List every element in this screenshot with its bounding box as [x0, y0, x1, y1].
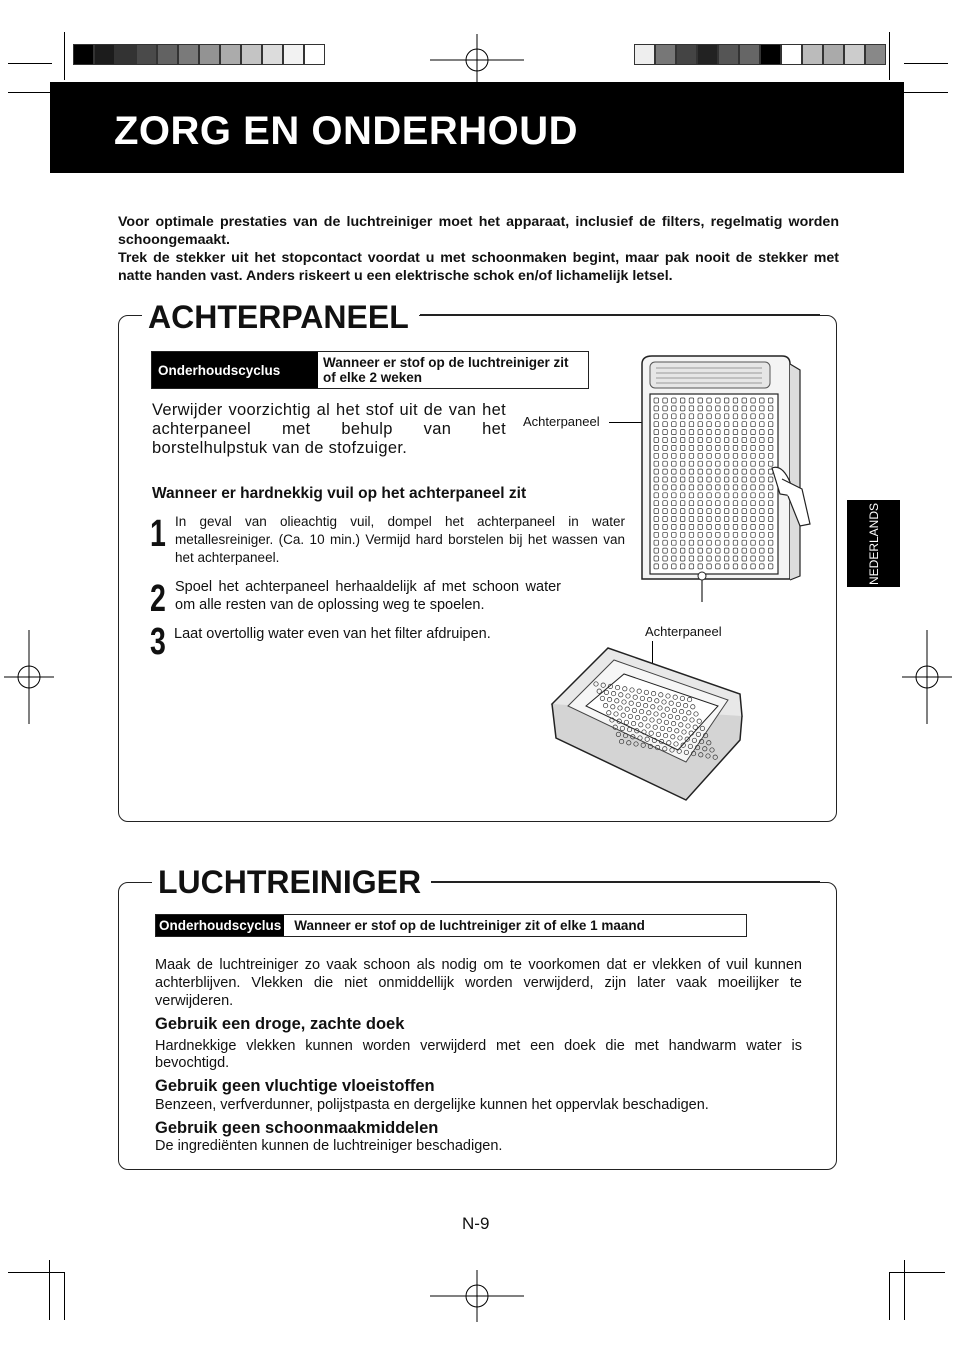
item-heading-2: Gebruik geen vluchtige vloeistoffen	[155, 1077, 435, 1095]
luchtreiniger-cycle-table	[155, 914, 747, 937]
registration-mark-icon	[430, 1270, 524, 1322]
intro-text	[118, 213, 839, 285]
page-header	[50, 82, 904, 173]
item-text-1: Hardnekkige vlekken kunnen worden verwijderd met een doek die met handwarm water is bevochtigd.	[155, 1038, 802, 1071]
cycle-value: Wanneer er stof op de luchtreiniger zit of elke 1 maand	[294, 918, 645, 933]
item-heading-1: Gebruik een droge, zachte doek	[155, 1015, 405, 1033]
crop-mark	[64, 1272, 65, 1320]
color-swatch	[634, 44, 655, 65]
language-tab-label: NEDERLANDS	[866, 502, 881, 585]
registration-mark-icon	[902, 630, 952, 724]
crop-mark	[904, 92, 948, 93]
color-swatch	[655, 44, 676, 65]
crop-mark	[904, 63, 948, 64]
crop-mark	[889, 1272, 890, 1320]
step-number-1: 1	[150, 513, 166, 555]
color-swatch	[241, 44, 262, 65]
item-heading-3: Gebruik geen schoonmaakmiddelen	[155, 1119, 439, 1137]
cycle-label: Onderhoudscyclus	[156, 915, 284, 936]
color-swatch	[760, 44, 781, 65]
cycle-value: Wanneer er stof op de luchtreiniger zit of elke 2 weken	[323, 355, 569, 385]
crop-mark	[49, 1260, 50, 1320]
crop-mark	[889, 32, 890, 80]
page-number: N-9	[462, 1214, 490, 1233]
wash-basin-illustration	[546, 644, 746, 804]
color-swatch	[283, 44, 304, 65]
color-swatch	[802, 44, 823, 65]
crop-mark	[64, 32, 65, 80]
language-tab	[847, 500, 900, 587]
item-text-3: De ingrediënten kunnen de luchtreiniger beschadigen.	[155, 1138, 503, 1154]
color-swatch	[115, 44, 136, 65]
color-swatch	[73, 44, 94, 65]
page-title: ZORG EN ONDERHOUD	[114, 109, 579, 153]
color-swatch	[676, 44, 697, 65]
color-swatch	[718, 44, 739, 65]
color-swatch	[697, 44, 718, 65]
color-swatch	[136, 44, 157, 65]
achterpaneel-title: ACHTERPANEEL	[142, 299, 419, 335]
section-title-rule	[420, 881, 820, 883]
registration-mark-icon	[4, 630, 54, 724]
air-purifier-back-illustration	[632, 354, 812, 604]
color-swatch	[865, 44, 886, 65]
color-swatch	[157, 44, 178, 65]
registration-mark-icon	[430, 34, 524, 86]
color-swatch	[823, 44, 844, 65]
color-swatch	[94, 44, 115, 65]
intro-paragraph-1: Voor optimale prestaties van de luchtreiniger moet het apparaat, inclusief de filters, regelmatig worden schoongemaakt.	[118, 214, 839, 248]
color-swatch	[262, 44, 283, 65]
item-text-2: Benzeen, verfverdunner, polijstpasta en dergelijke kunnen het oppervlak beschadigen.	[155, 1097, 709, 1113]
achterpaneel-cycle-table	[151, 351, 589, 389]
color-swatch	[739, 44, 760, 65]
crop-mark	[8, 63, 52, 64]
step-text-1: In geval van olieachtig vuil, dompel het achterpaneel in water metallesreiniger. (Ca. 10 min.) Vermijd hard borstelen bij het wassen van het achterpaneel.	[175, 514, 625, 565]
luchtreiniger-title: LUCHTREINIGER	[152, 864, 431, 900]
color-swatch	[220, 44, 241, 65]
color-swatch	[304, 44, 325, 65]
crop-mark	[8, 92, 52, 93]
callout-achterpaneel-1: Achterpaneel	[523, 414, 600, 429]
step-text-3: Laat overtollig water even van het filter afdruipen.	[174, 626, 491, 642]
luchtreiniger-body: Maak de luchtreiniger zo vaak schoon als nodig om te voorkomen dat er vlekken of vuil kunnen achterblijven. Vlekken die niet onmiddellijk worden verwijderd, zijn later vaak moeilijker te verwijderen.	[155, 957, 802, 1009]
crop-mark	[8, 1272, 64, 1273]
step-text-2: Spoel het achterpaneel herhaaldelijk af met schoon water om alle resten van de oplossing weg te spoelen.	[175, 579, 561, 613]
section-title-rule	[420, 314, 820, 316]
cycle-label: Onderhoudscyclus	[152, 352, 318, 388]
crop-mark	[889, 1272, 945, 1273]
callout-achterpaneel-2: Achterpaneel	[645, 624, 722, 639]
color-swatch	[844, 44, 865, 65]
color-swatch	[781, 44, 802, 65]
achterpaneel-subheading: Wanneer er hardnekkig vuil op het achterpaneel zit	[152, 485, 527, 502]
color-swatch	[199, 44, 220, 65]
step-number-3: 3	[150, 621, 166, 663]
intro-paragraph-2: Trek de stekker uit het stopcontact voordat u met schoonmaken begint, maar pak nooit de stekker met natte handen vast. Anders riskeert u een elektrische schok en/of lichamelijk letsel.	[118, 250, 839, 284]
crop-mark	[904, 1260, 905, 1320]
achterpaneel-body: Verwijder voorzichtig al het stof uit de van het achterpaneel met behulp van het borstelhulpstuk van de stofzuiger.	[152, 401, 506, 457]
step-number-2: 2	[150, 578, 166, 620]
color-swatch	[178, 44, 199, 65]
